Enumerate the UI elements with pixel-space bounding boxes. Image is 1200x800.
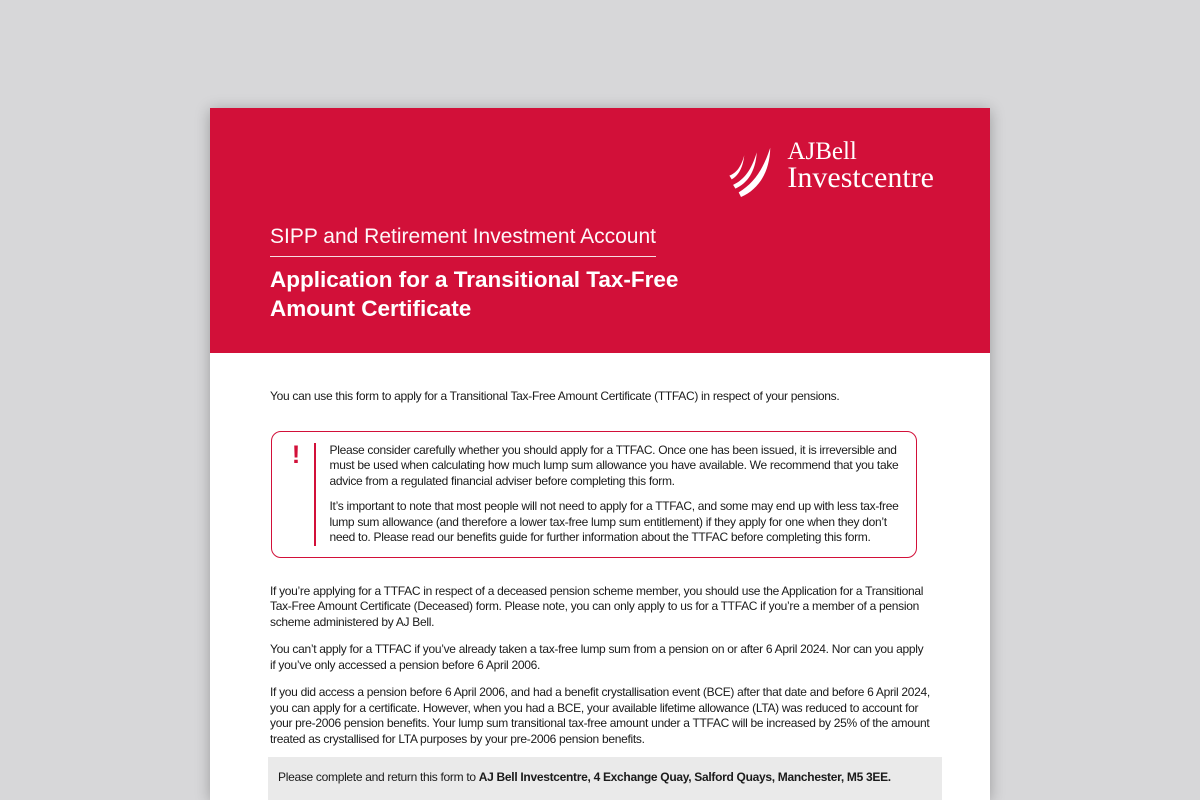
logo-brand-name: AJBell [787, 138, 857, 165]
warning-paragraph: It’s important to note that most people will not need to apply for a TTFAC, and some may end up with less tax-free lump sum allowance (and therefore a lower tax-free lump sum entitlement) if they apply for one when they don’t need to. Please read our benefits guide for further information about the TTFAC before completing this form. [329, 499, 899, 544]
warning-text [316, 443, 903, 546]
return-address: AJ Bell Investcentre, 4 Exchange Quay, Salford Quays, Manchester, M5 3EE. [478, 770, 891, 784]
body-paragraph: If you did access a pension before 6 April 2006, and had a benefit crystallisation event (BCE) after that date and before 6 April 2024, you can apply for a certificate. However, when you had a BCE, your available lifetime allowance (LTA) was reduced to account for your pre-2006 pension benefits. Your lump sum transitional tax-free amount under a TTFAC will be increased by 25% of the amount treated as crystallised for LTA purposes by your pre-2006 pension benefits. [270, 685, 930, 746]
return-address-note [268, 757, 942, 800]
logo-product-name: Investcentre [787, 160, 934, 194]
intro-paragraph: You can use this form to apply for a Transitional Tax-Free Amount Certificate (TTFAC) in respect of your pensions. [270, 389, 840, 403]
form-page [210, 108, 990, 800]
body-paragraph: You can’t apply for a TTFAC if you’ve already taken a tax-free lump sum from a pension on or after 6 April 2024. Nor can you apply if you’ve only accessed a pension before 6 April 2006. [270, 642, 924, 672]
ajbell-swoosh-icon [728, 143, 780, 199]
ajbell-logo [728, 138, 934, 199]
page-title: Application for a Transitional Tax-Free Amount Certificate [270, 267, 679, 321]
warning-icon-column [285, 440, 307, 546]
account-type-heading: SIPP and Retirement Investment Account [270, 225, 656, 257]
ajbell-logo-text [787, 138, 934, 194]
body-paragraph: If you’re applying for a TTFAC in respect of a deceased pension scheme member, you should use the Application for a Transitional Tax-Free Amount Certificate (Deceased) form. Please note, you can only apply to us for a TTFAC if you’re a member of a pension scheme administered by AJ Bell. [270, 583, 924, 629]
warning-callout [271, 431, 917, 558]
exclamation-icon: ! [291, 440, 301, 469]
form-header [210, 108, 990, 353]
warning-paragraph: Please consider carefully whether you should apply for a TTFAC. Once one has been issued, it is irreversible and must be used when calculating how much lump sum allowance you have available. We recommend that you take advice from a regulated financial adviser before completing this form. [329, 442, 899, 488]
return-note-prefix: Please complete and return this form to [278, 770, 479, 784]
